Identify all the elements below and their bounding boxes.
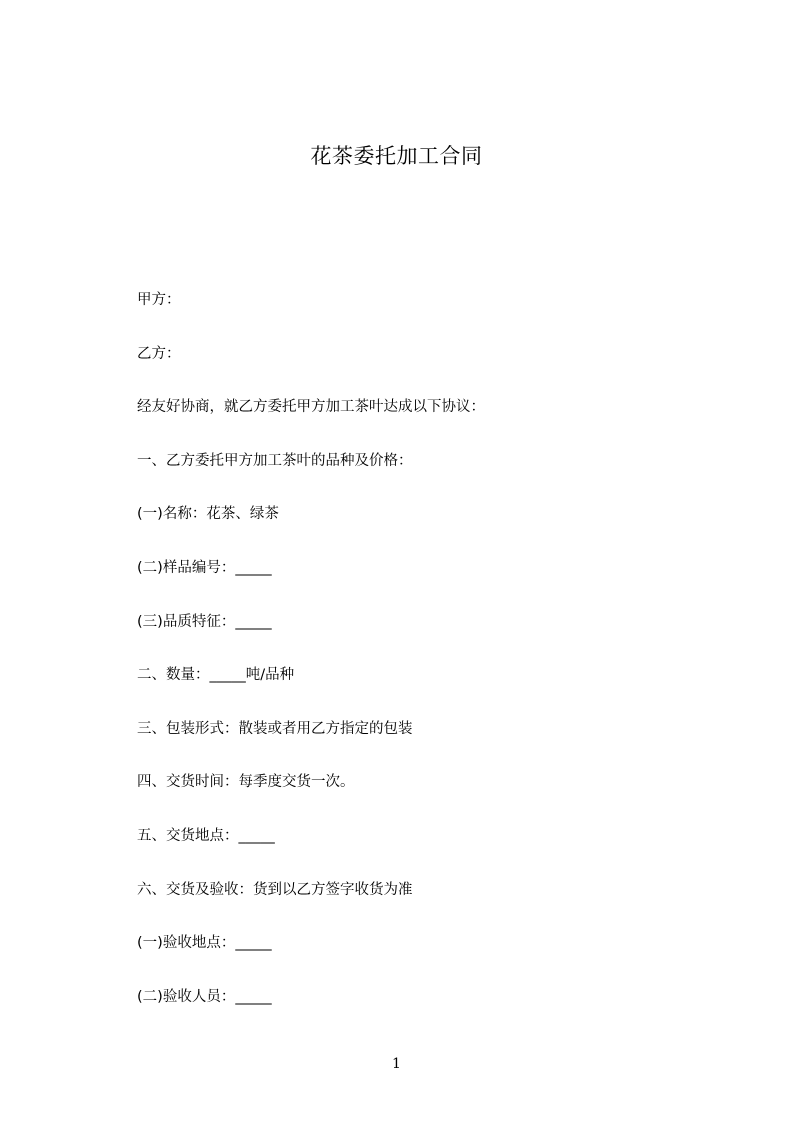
clause-6-item-2: (二)验收人员：_____ — [137, 988, 272, 1005]
clause-2-quantity: 二、数量：_____吨/品种 — [137, 667, 295, 684]
clause-4-delivery-time: 四、交货时间：每季度交货一次。 — [137, 774, 355, 791]
clause-3-packaging: 三、包装形式：散装或者用乙方指定的包装 — [137, 720, 413, 737]
document-title: 花茶委托加工合同 — [310, 144, 483, 168]
contract-body — [137, 289, 697, 1039]
party-b-line: 乙方： — [137, 345, 181, 362]
page-number: 1 — [392, 1056, 401, 1072]
party-a-line: 甲方： — [137, 292, 181, 308]
clause-1-item-2: (二)样品编号：_____ — [137, 559, 272, 576]
clause-6-acceptance: 六、交货及验收：货到以乙方签字收货为准 — [137, 881, 413, 898]
clause-1-item-3: (三)品质特征：_____ — [137, 613, 272, 630]
clause-1-heading: 一、乙方委托甲方加工茶叶的品种及价格： — [137, 452, 413, 469]
clause-6-item-1: (一)验收地点：_____ — [137, 935, 272, 952]
clause-1-item-1: (一)名称：花茶、绿茶 — [137, 506, 279, 523]
preamble-line: 经友好协商，就乙方委托甲方加工茶叶达成以下协议： — [137, 399, 485, 416]
clause-5-delivery-place: 五、交货地点：_____ — [137, 827, 275, 844]
